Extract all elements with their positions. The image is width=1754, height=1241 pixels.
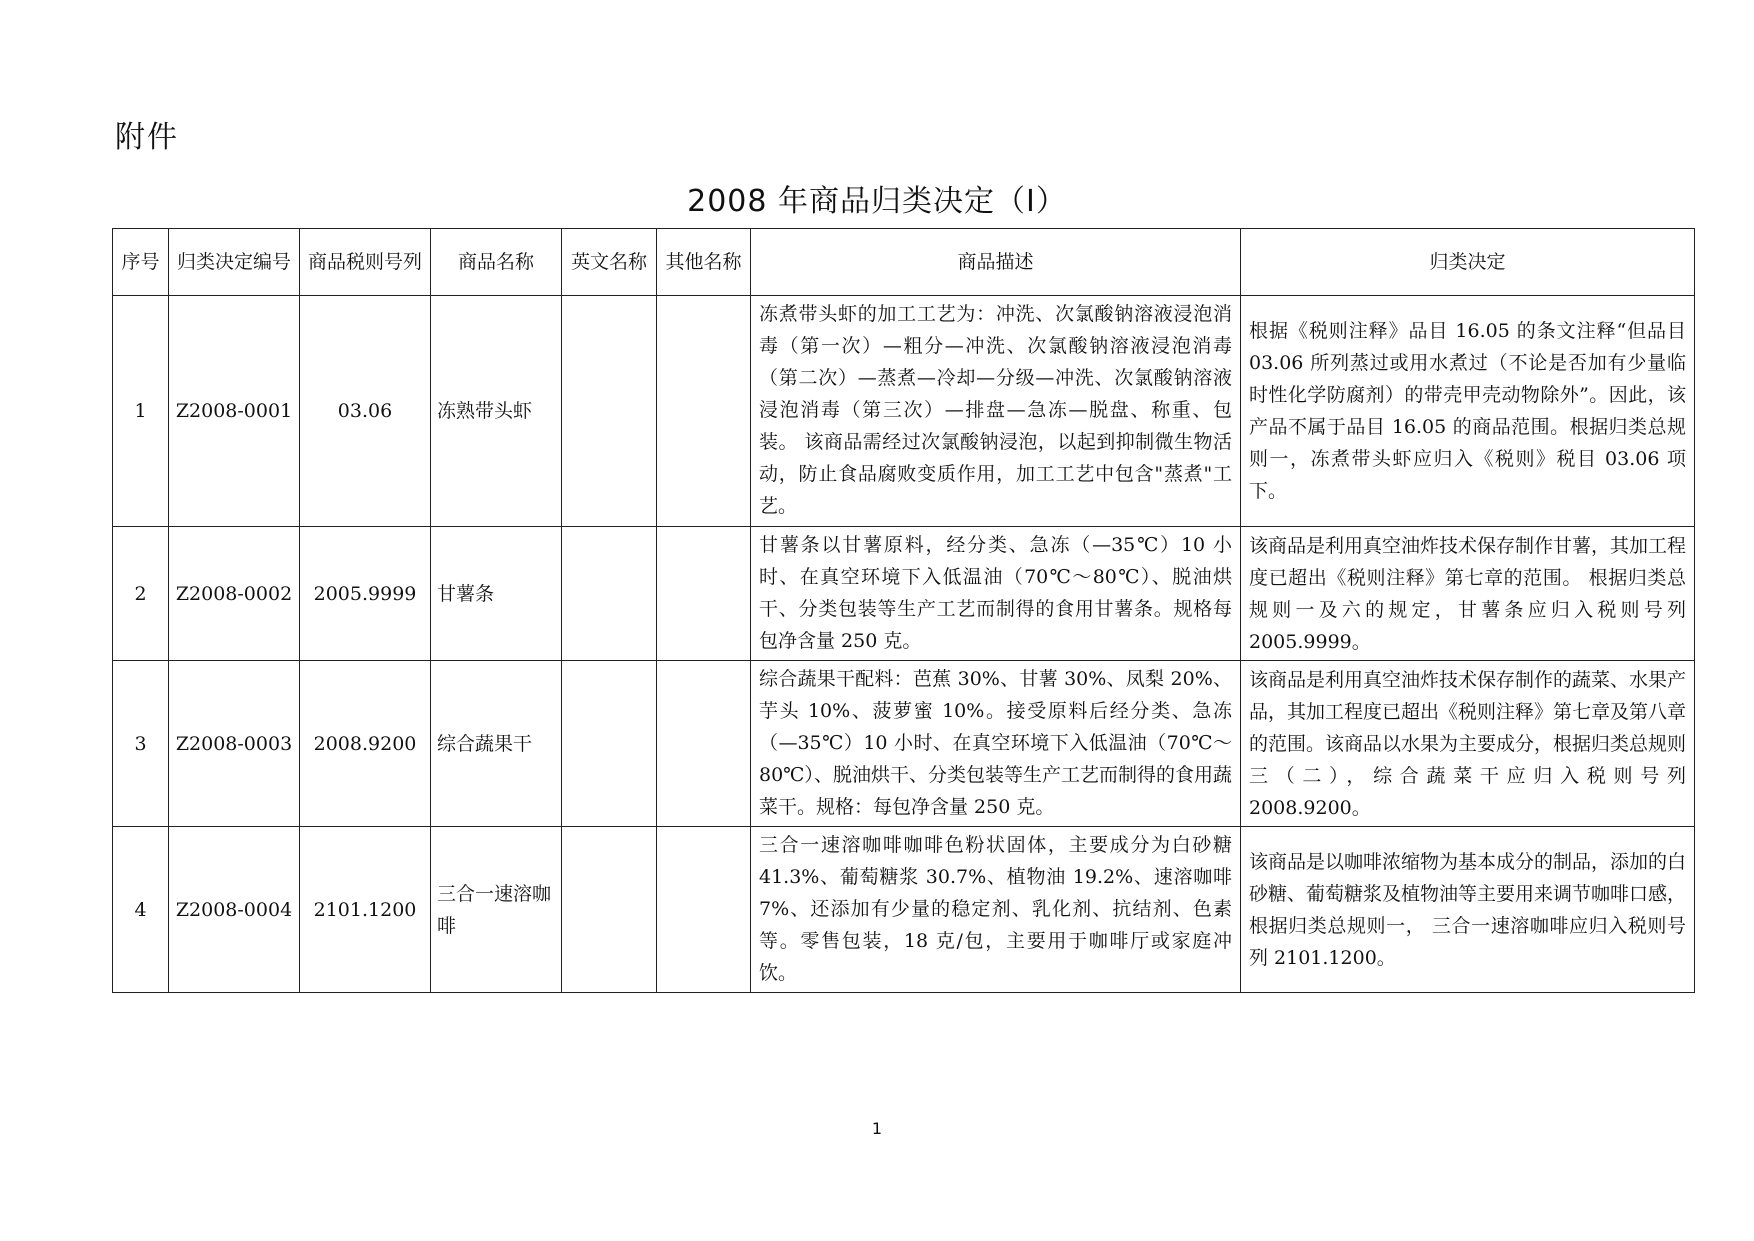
cell-english-name: [562, 527, 657, 661]
cell-decision: 该商品是利用真空油炸技术保存制作甘薯，其加工程度已超出《税则注释》第七章的范围。 根据归类总规则一及六的规定，甘薯条应归入税则号列 2005.9999。: [1241, 527, 1695, 661]
cell-other-name: [657, 527, 751, 661]
cell-description: 综合蔬果干配料：芭蕉 30%、甘薯 30%、凤梨 20%、芋头 10%、菠萝蜜 10%。接受原料后经分类、急冻（—35℃）10 小时、在真空环境下入低温油（70℃～80℃）、脱油烘干、分类包装等生产工艺而制得的食用蔬菜干。规格：每包净含量 250 克。: [751, 661, 1241, 827]
header-decision-code: 归类决定编号: [169, 229, 300, 296]
cell-decision-code: Z2008-0002: [169, 527, 300, 661]
header-decision: 归类决定: [1241, 229, 1695, 296]
cell-seq: 1: [113, 296, 169, 527]
cell-decision: 该商品是以咖啡浓缩物为基本成分的制品，添加的白砂糖、葡萄糖浆及植物油等主要用来调节咖啡口感， 根据归类总规则一， 三合一速溶咖啡应归入税则号列 2101.1200。: [1241, 827, 1695, 993]
cell-product-name: 甘薯条: [431, 527, 562, 661]
cell-seq: 4: [113, 827, 169, 993]
cell-decision: 该商品是利用真空油炸技术保存制作的蔬菜、水果产品，其加工程度已超出《税则注释》第七章及第八章的范围。该商品以水果为主要成分，根据归类总规则三（二），综合蔬菜干应归入税则号列 2008.9200。: [1241, 661, 1695, 827]
header-tariff-number: 商品税则号列: [300, 229, 431, 296]
table-row: [113, 527, 1695, 661]
cell-description: 甘薯条以甘薯原料，经分类、急冻（—35℃）10 小时、在真空环境下入低温油（70℃～80℃）、脱油烘干、分类包装等生产工艺而制得的食用甘薯条。规格每包净含量 250 克。: [751, 527, 1241, 661]
table-header-row: [113, 229, 1695, 296]
cell-english-name: [562, 827, 657, 993]
document-title: 2008 年商品归类决定（Ⅰ）: [687, 184, 1067, 219]
annex-label: 附件: [115, 120, 179, 155]
cell-other-name: [657, 827, 751, 993]
cell-tariff-number: 2101.1200: [300, 827, 431, 993]
header-product-name: 商品名称: [431, 229, 562, 296]
cell-product-name: 三合一速溶咖啡: [431, 827, 562, 993]
page-number: 1: [871, 1119, 883, 1138]
table-row: [113, 661, 1695, 827]
cell-tariff-number: 03.06: [300, 296, 431, 527]
table-row: [113, 827, 1695, 993]
cell-decision-code: Z2008-0003: [169, 661, 300, 827]
header-seq: 序号: [113, 229, 169, 296]
cell-decision: 根据《税则注释》品目 16.05 的条文注释“但品目 03.06 所列蒸过或用水煮过（不论是否加有少量临时性化学防腐剂）的带壳甲壳动物除外”。因此，该产品不属于品目 16.05 的商品范围。根据归类总规则一，冻煮带头虾应归入《税则》税目 03.06 项下。: [1241, 296, 1695, 527]
cell-english-name: [562, 296, 657, 527]
cell-english-name: [562, 661, 657, 827]
table-row: [113, 296, 1695, 527]
cell-seq: 2: [113, 527, 169, 661]
cell-description: 冻煮带头虾的加工工艺为：冲洗、次氯酸钠溶液浸泡消毒（第一次）—粗分—冲洗、次氯酸钠溶液浸泡消毒（第二次）—蒸煮—冷却—分级—冲洗、次氯酸钠溶液浸泡消毒（第三次）—排盘—急冻—脱盘、称重、包装。 该商品需经过次氯酸钠浸泡，以起到抑制微生物活动，防止食品腐败变质作用，加工工艺中包含"蒸煮"工艺。: [751, 296, 1241, 527]
cell-decision-code: Z2008-0004: [169, 827, 300, 993]
header-description: 商品描述: [751, 229, 1241, 296]
cell-decision-code: Z2008-0001: [169, 296, 300, 527]
cell-seq: 3: [113, 661, 169, 827]
cell-tariff-number: 2005.9999: [300, 527, 431, 661]
cell-product-name: 冻熟带头虾: [431, 296, 562, 527]
cell-other-name: [657, 661, 751, 827]
cell-tariff-number: 2008.9200: [300, 661, 431, 827]
header-other-name: 其他名称: [657, 229, 751, 296]
cell-other-name: [657, 296, 751, 527]
header-english-name: 英文名称: [562, 229, 657, 296]
cell-product-name: 综合蔬果干: [431, 661, 562, 827]
classification-table: [112, 228, 1695, 993]
cell-description: 三合一速溶咖啡咖啡色粉状固体，主要成分为白砂糖 41.3%、葡萄糖浆 30.7%、植物油 19.2%、速溶咖啡 7%、还添加有少量的稳定剂、乳化剂、抗结剂、色素等。零售包装，18 克/包，主要用于咖啡厅或家庭冲饮。: [751, 827, 1241, 993]
